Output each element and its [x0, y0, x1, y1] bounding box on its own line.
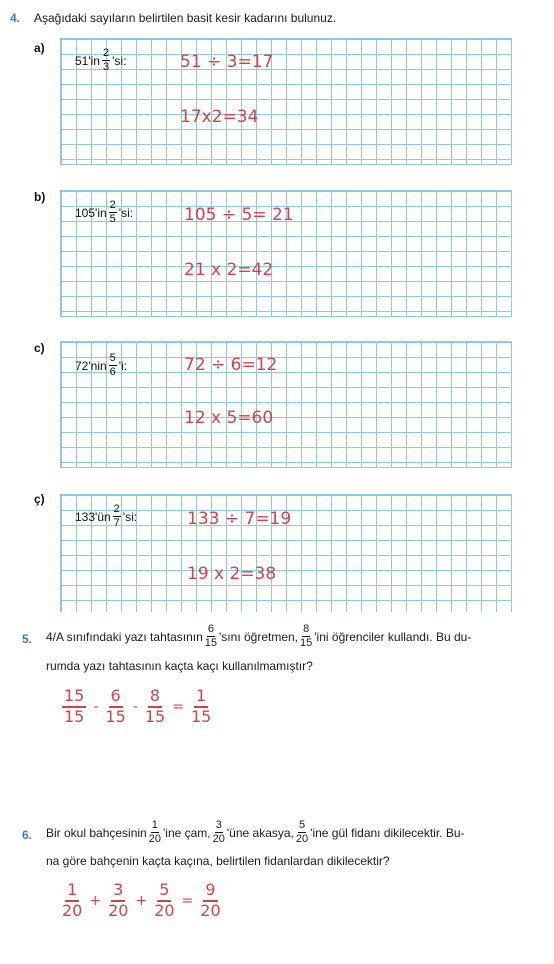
q5-answer-frac-3-den: 15: [144, 707, 166, 726]
q6-answer-op-2: +: [135, 892, 148, 909]
q6-answer-frac-1-num: 1: [65, 882, 79, 902]
q6-answer: [58, 882, 225, 919]
q6-answer-frac-1-den: 20: [62, 901, 83, 920]
question-4-number: 4.: [10, 11, 21, 25]
question-5-line1: [46, 624, 471, 649]
problem-b-prefix: 105'in: [75, 205, 107, 220]
q5-fraction-2: [300, 624, 312, 649]
problem-b-numerator: 2: [109, 199, 116, 211]
part-a-label: a): [34, 41, 45, 55]
q6-fraction-1: [149, 820, 161, 845]
part-c-label: c): [34, 341, 45, 355]
problem-cedilla: [75, 504, 137, 529]
q6-answer-frac-2-num: 3: [111, 882, 125, 902]
answer-b-line2: 21 x 2=42: [184, 260, 274, 280]
answer-cedilla-line1: 133 ÷ 7=19: [187, 509, 292, 529]
q5-fraction-2-den: 15: [300, 637, 313, 649]
q6-answer-frac-4: [200, 882, 220, 919]
q5-answer-frac-3: [145, 688, 165, 725]
problem-b-denominator: 5: [109, 213, 116, 225]
q5-answer-frac-1-num: 15: [62, 688, 86, 708]
q6-answer-frac-4-num: 9: [203, 882, 217, 902]
part-cedilla-label: ç): [34, 492, 45, 506]
q6-fraction-1-den: 20: [148, 833, 161, 845]
answer-b-line1: 105 ÷ 5= 21: [184, 205, 294, 225]
q6-text-c: 'üne akasya,: [226, 825, 294, 840]
q6-answer-frac-2: [108, 882, 128, 919]
question-6-number: 6.: [22, 828, 33, 842]
problem-a-numerator: 2: [102, 47, 110, 59]
q6-answer-op-3: =: [181, 892, 194, 909]
q6-text-d: 'ine gül fidanı dikilecektir. Bu-: [310, 825, 465, 840]
question-6-line1: [46, 820, 465, 845]
question-5-line2: rumda yazı tahtasının kaçta kaçı kullanılmamıştır?: [46, 659, 313, 673]
q5-answer-frac-1-den: 15: [64, 707, 85, 726]
q6-answer-frac-2-den: 20: [108, 901, 129, 920]
q6-answer-frac-3-num: 5: [157, 882, 171, 902]
answer-cedilla-line2: 19 x 2=38: [187, 564, 277, 584]
q5-answer-frac-3-num: 8: [148, 688, 162, 708]
q5-fraction-1: [205, 624, 217, 649]
question-6-line2: na göre bahçenin kaçta kaçına, belirtilen fidanlardan dikilecektir?: [46, 854, 390, 868]
q6-answer-frac-3-den: 20: [154, 901, 175, 920]
q5-answer: [58, 688, 215, 725]
q5-text-c: 'ini öğrenciler kullandı. Bu du-: [314, 629, 472, 644]
answer-c-line1: 72 ÷ 6=12: [184, 355, 278, 375]
q6-fraction-2-den: 20: [212, 833, 225, 845]
q6-answer-frac-1: [62, 882, 82, 919]
problem-cedilla-numerator: 2: [113, 503, 120, 515]
problem-c-denominator: 6: [109, 366, 116, 378]
q5-fraction-1-num: 6: [207, 623, 214, 635]
answer-c-line2: 12 x 5=60: [184, 408, 274, 428]
q5-answer-frac-4-den: 15: [190, 707, 212, 726]
q5-answer-frac-4-num: 1: [194, 688, 208, 708]
q6-text-a: Bir okul bahçesinin: [46, 825, 147, 840]
q5-answer-op-2: -: [132, 698, 138, 715]
problem-b: [75, 200, 133, 225]
problem-a-suffix: 'si:: [112, 53, 127, 68]
question-4-text: Aşağıdaki sayıların belirtilen basit kesir kadarını bulunuz.: [34, 11, 337, 25]
q5-answer-op-1: -: [93, 698, 99, 715]
q5-text-a: 4/A sınıfındaki yazı tahtasının: [46, 629, 203, 644]
q5-answer-frac-2-den: 15: [105, 707, 126, 726]
problem-cedilla-denominator: 7: [113, 517, 120, 529]
problem-a-prefix: 51'in: [75, 53, 100, 68]
q6-fraction-1-num: 1: [151, 819, 158, 831]
answer-a-line2: 17x2=34: [180, 107, 259, 127]
q6-text-b: 'ine çam,: [162, 825, 211, 840]
answer-a-line1: 51 ÷ 3=17: [180, 52, 274, 72]
problem-a-fraction: [102, 48, 110, 73]
q6-answer-frac-4-den: 20: [200, 901, 221, 920]
q5-text-b: 'sını öğretmen,: [219, 629, 299, 644]
q6-answer-op-1: +: [89, 892, 102, 909]
q5-fraction-2-num: 8: [303, 623, 310, 635]
problem-b-fraction: [109, 200, 117, 225]
problem-c-fraction: [109, 353, 117, 378]
q6-fraction-2-num: 3: [215, 819, 222, 831]
grid-c: [60, 341, 512, 468]
question-5-number: 5.: [22, 632, 33, 646]
q6-fraction-3-den: 20: [295, 833, 309, 845]
part-b-label: b): [34, 190, 46, 204]
problem-cedilla-suffix: 'si:: [122, 509, 138, 524]
problem-c-prefix: 72'nin: [75, 358, 107, 373]
problem-cedilla-fraction: [113, 504, 121, 529]
problem-a-denominator: 3: [102, 61, 110, 73]
q5-answer-frac-4: [191, 688, 211, 725]
q5-answer-frac-1: [62, 688, 86, 725]
q6-fraction-2: [213, 820, 225, 845]
problem-c-suffix: 'i:: [118, 358, 128, 373]
q5-fraction-1-den: 15: [204, 637, 218, 649]
q6-answer-frac-3: [154, 882, 174, 919]
q6-fraction-3-num: 5: [298, 819, 306, 831]
problem-cedilla-prefix: 133'ün: [75, 509, 111, 524]
problem-b-suffix: 'si:: [118, 205, 134, 220]
problem-c-numerator: 5: [109, 352, 116, 364]
q5-answer-op-3: =: [172, 698, 184, 715]
q5-answer-frac-2-num: 6: [109, 688, 123, 708]
problem-c: [75, 353, 127, 378]
q5-answer-frac-2: [105, 688, 125, 725]
grid-a: [60, 38, 512, 165]
problem-a: [75, 48, 126, 73]
q6-fraction-3: [296, 820, 308, 845]
